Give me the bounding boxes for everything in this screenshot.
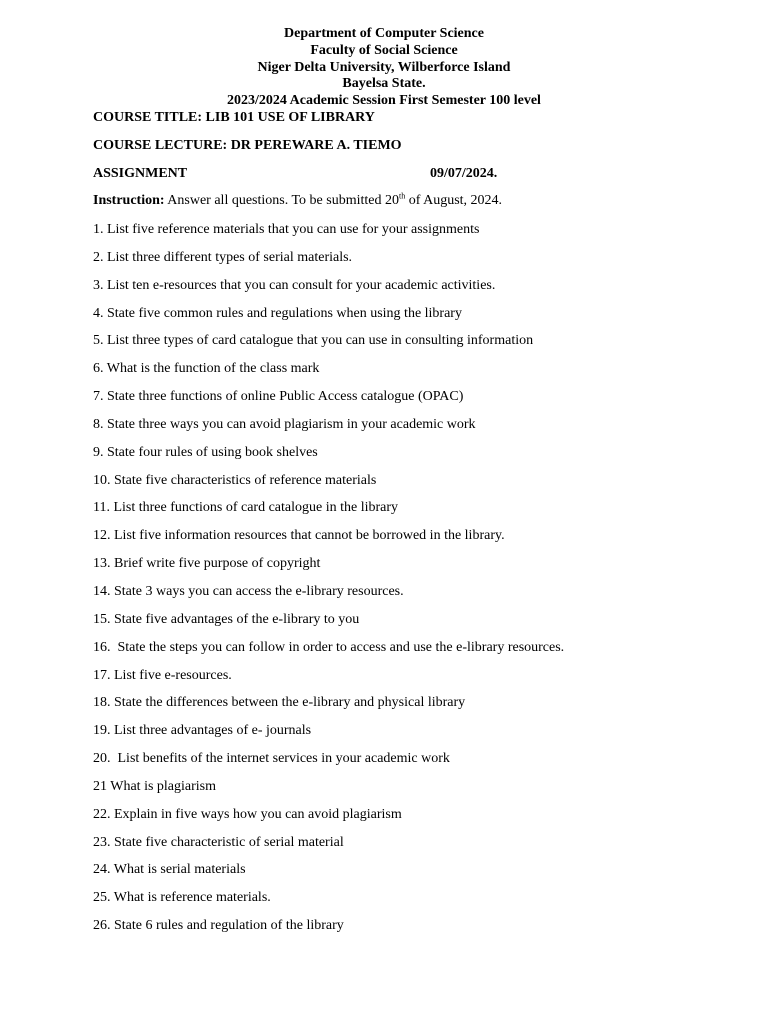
question-item: 15. State five advantages of the e-library to you [93,611,360,627]
question-item: 21 What is plagiarism [93,778,216,794]
question-item: 7. State three functions of online Public Access catalogue (OPAC) [93,389,464,405]
faculty-line: Faculty of Social Science [310,42,458,58]
question-item: 2. List three different types of serial materials. [93,249,353,265]
instruction-label: Instruction: [93,193,165,208]
question-item: 10. State five characteristics of reference materials [93,472,377,488]
question-list [93,221,564,945]
question-item: 6. What is the function of the class mark [93,361,320,377]
question-item: 18. State the differences between the e-library and physical library [93,695,466,711]
question-item: 8. State three ways you can avoid plagiarism in your academic work [93,416,476,432]
instruction-line [93,193,502,209]
university-line: Niger Delta University, Wilberforce Island [257,59,511,75]
document-header [0,26,768,110]
question-item: 16. State the steps you can follow in order to access and use the e-library resources. [93,639,565,655]
question-item: 12. List five information resources that cannot be borrowed in the library. [93,528,505,544]
question-item: 4. State five common rules and regulations when using the library [93,305,462,321]
course-title: COURSE TITLE: LIB 101 USE OF LIBRARY [93,110,375,125]
assignment-label: ASSIGNMENT [93,166,188,181]
session-line: 2023/2024 Academic Session First Semester 100 level [227,93,541,109]
state-line: Bayelsa State. [342,76,426,92]
question-item: 17. List five e-resources. [93,667,232,683]
instruction-text-before: Answer all questions. To be submitted 20 [164,193,399,208]
question-item: 26. State 6 rules and regulation of the library [93,918,344,934]
question-item: 13. Brief write five purpose of copyright [93,556,321,572]
question-item: 19. List three advantages of e- journals [93,723,312,739]
question-item: 25. What is reference materials. [93,890,271,906]
question-item: 5. List three types of card catalogue that you can use in consulting information [93,333,534,349]
question-item: 9. State four rules of using book shelves [93,444,318,460]
question-item: 24. What is serial materials [93,862,246,878]
question-item: 3. List ten e-resources that you can consult for your academic activities. [93,277,496,293]
question-item: 23. State five characteristic of serial material [93,834,344,850]
question-item: 14. State 3 ways you can access the e-library resources. [93,583,404,599]
instruction-superscript: th [398,191,406,201]
question-item: 20. List benefits of the internet services in your academic work [93,751,450,767]
instruction-text-after: of August, 2024. [405,193,503,208]
question-item: 1. List five reference materials that you can use for your assignments [93,222,480,237]
assignment-date: 09/07/2024. [430,166,498,181]
department-line: Department of Computer Science [284,26,484,41]
question-item: 11. List three functions of card catalogue in the library [93,500,399,516]
question-item: 22. Explain in five ways how you can avoid plagiarism [93,806,402,822]
course-lecturer: COURSE LECTURE: DR PEREWARE A. TIEMO [93,138,402,153]
